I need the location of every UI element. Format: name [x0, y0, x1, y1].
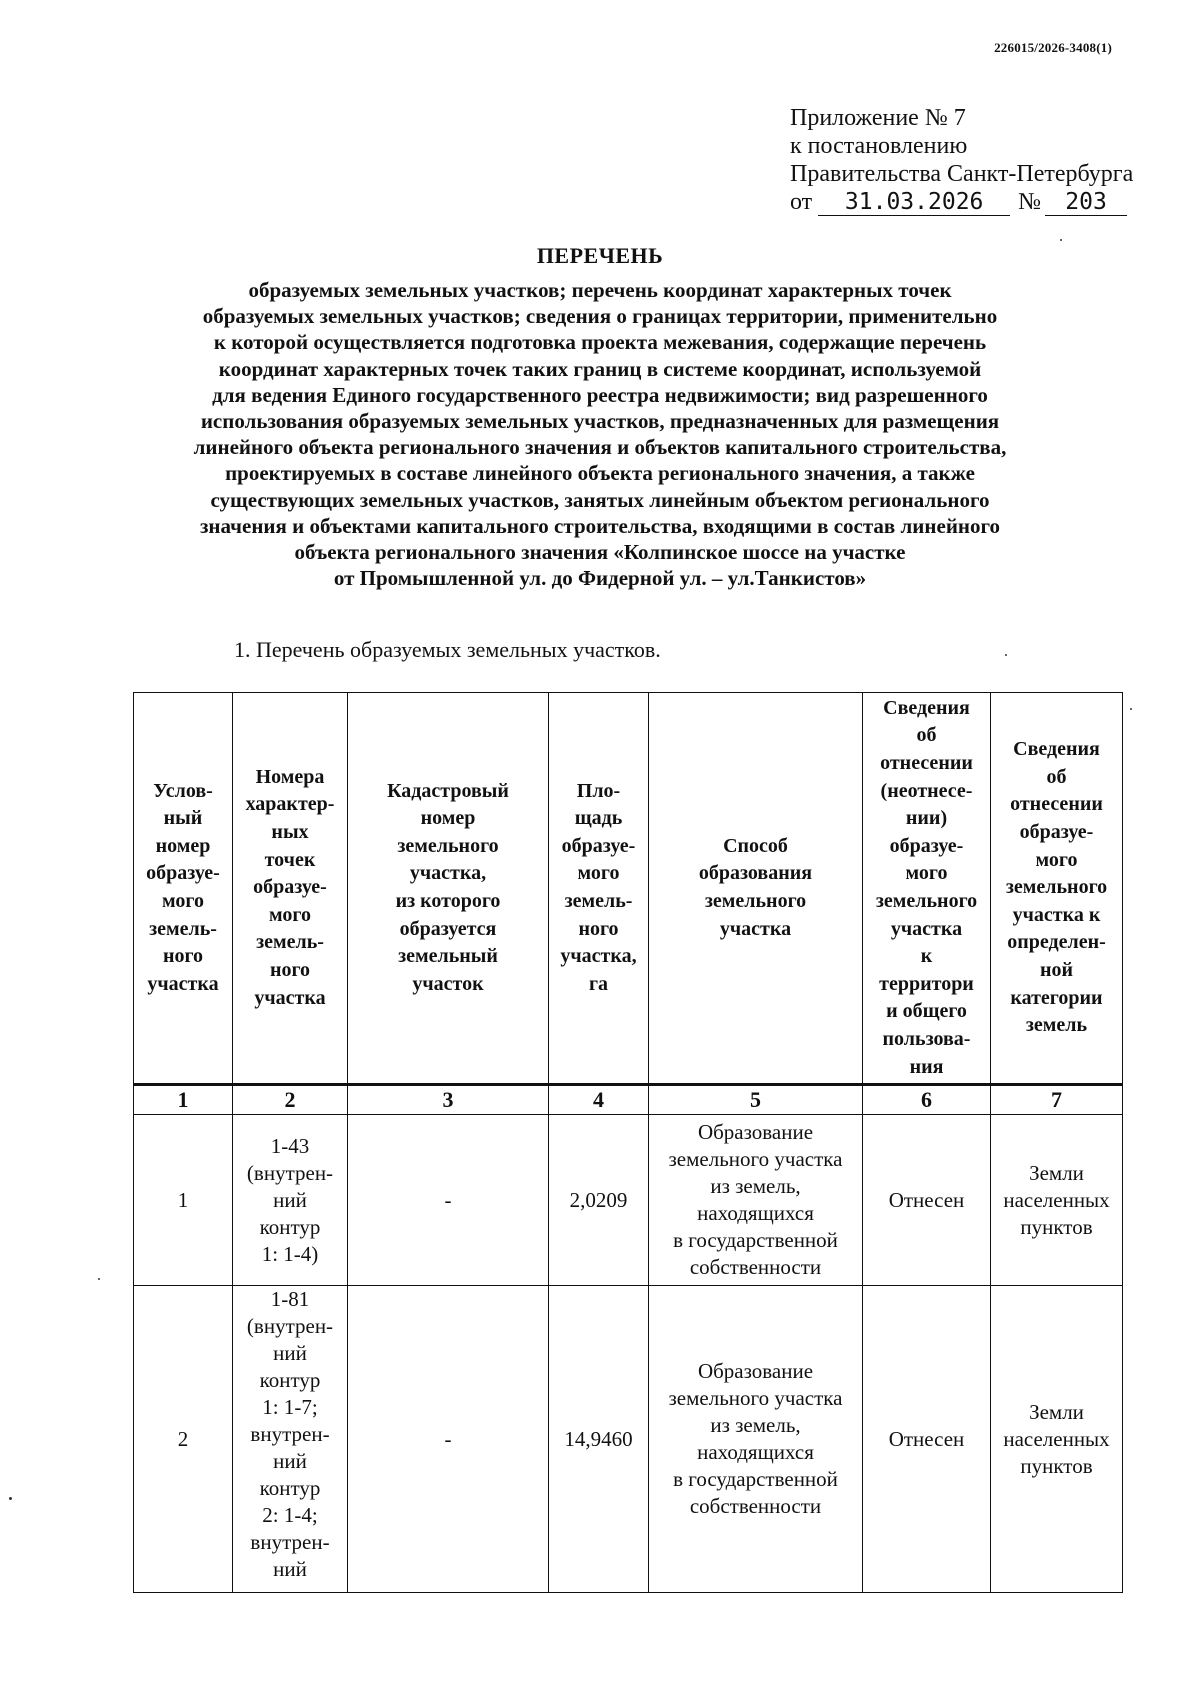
subtitle-line: линейного объекта регионального значения и объектов капитального строительства,: [193, 435, 1007, 460]
parcel-number: 1: [134, 1115, 233, 1286]
header-cell-conditional-number: Услов- ный номер образуе- мого земель- ного участка: [134, 693, 233, 1085]
subtitle-line: образуемых земельных участков; сведения о границах территории, применительно: [202, 304, 998, 329]
parcel-cadastral: -: [348, 1115, 549, 1286]
parcel-category: Земли населенных пунктов: [991, 1286, 1123, 1593]
appendix-government: Правительства Санкт-Петербурга: [790, 161, 1134, 187]
parcels-table: [133, 692, 1123, 1593]
subtitle-line: значения и объектами капитального строительства, входящими в состав линейного: [199, 513, 1001, 538]
header-cell-point-numbers: Номера характер- ных точек образуе- мого земель- ного участка: [233, 693, 348, 1085]
from-label: от: [790, 189, 813, 215]
subtitle-line: для ведения Единого государственного реестра недвижимости; вид разрешенного: [212, 382, 988, 407]
table-row: [134, 1115, 1123, 1286]
parcel-area: 2,0209: [549, 1115, 649, 1286]
column-number: 1: [134, 1085, 233, 1115]
subtitle-line: от Промышленной ул. до Фидерной ул. – ул.Танкистов»: [333, 566, 867, 591]
subtitle-line: проектируемых в составе линейного объекта регионального значения, а также: [225, 461, 975, 486]
header-cell-public-use: Сведения об отнесении (неотнесе- нии) образуе- мого земельного участка к территори и общего пользова- ния: [863, 693, 991, 1085]
header-cell-area: Пло- щадь образуе- мого земель- ного участка, га: [549, 693, 649, 1085]
column-number: 3: [348, 1085, 549, 1115]
column-number: 2: [233, 1085, 348, 1115]
parcel-points: 1-81 (внутрен- ний контур 1: 1-7; внутрен- ний контур 2: 1-4; внутрен- ний: [233, 1286, 348, 1593]
parcel-public-use: Отнесен: [863, 1286, 991, 1593]
parcel-cadastral: -: [348, 1286, 549, 1593]
subtitle-line: объекта регионального значения «Колпинское шоссе на участке: [294, 540, 906, 565]
document-id: 226015/2026-3408(1): [994, 40, 1112, 55]
section-heading: 1. Перечень образуемых земельных участков.: [234, 637, 661, 662]
resolution-number: 203: [1045, 189, 1127, 216]
subtitle-line: образуемых земельных участков; перечень координат характерных точек: [248, 278, 952, 302]
header-cell-cadastral-number: Кадастровый номер земельного участка, из которого образуется земельный участок: [348, 693, 549, 1085]
table-row: [134, 1286, 1123, 1593]
header-cell-land-category: Сведения об отнесении образуе- мого земельного участка к определен- ной категории земель: [991, 693, 1123, 1085]
table-header-row: [134, 693, 1123, 1085]
column-number: 5: [649, 1085, 863, 1115]
column-number: 6: [863, 1085, 991, 1115]
resolution-date: 31.03.2026: [818, 189, 1010, 216]
header-cell-formation-method: Способ образования земельного участка: [649, 693, 863, 1085]
scan-speck: [9, 1497, 12, 1500]
subtitle-line: использования образуемых земельных участков, предназначенных для размещения: [200, 409, 1000, 434]
column-number: 7: [991, 1085, 1123, 1115]
page-title: ПЕРЕЧЕНЬ: [536, 243, 664, 268]
parcel-category: Земли населенных пунктов: [991, 1115, 1123, 1286]
number-label: №: [1018, 189, 1042, 215]
appendix-block: [790, 104, 1133, 216]
document-subtitle: [150, 277, 1050, 591]
appendix-date-line: [790, 188, 1133, 216]
scan-speck: [98, 1278, 100, 1280]
subtitle-line: координат характерных точек таких границ в системе координат, используемой: [218, 356, 982, 381]
parcel-area: 14,9460: [549, 1286, 649, 1593]
subtitle-line: существующих земельных участков, занятых линейным объектом регионального: [210, 487, 990, 512]
appendix-number: Приложение № 7: [790, 105, 966, 131]
column-number: 4: [549, 1085, 649, 1115]
parcel-number: 2: [134, 1286, 233, 1593]
column-number-row: [134, 1085, 1123, 1115]
scan-speck: [1130, 708, 1132, 710]
parcel-points: 1-43 (внутрен- ний контур 1: 1-4): [233, 1115, 348, 1286]
appendix-resolution: к постановлению: [790, 133, 968, 159]
parcel-method: Образование земельного участка из земель, находящихся в государственной собственности: [649, 1115, 863, 1286]
parcel-method: Образование земельного участка из земель, находящихся в государственной собственности: [649, 1286, 863, 1593]
scan-speck: [1005, 654, 1007, 656]
parcel-public-use: Отнесен: [863, 1115, 991, 1286]
subtitle-line: к которой осуществляется подготовка проекта межевания, содержащие перечень: [213, 330, 987, 355]
scan-speck: [1060, 239, 1062, 241]
